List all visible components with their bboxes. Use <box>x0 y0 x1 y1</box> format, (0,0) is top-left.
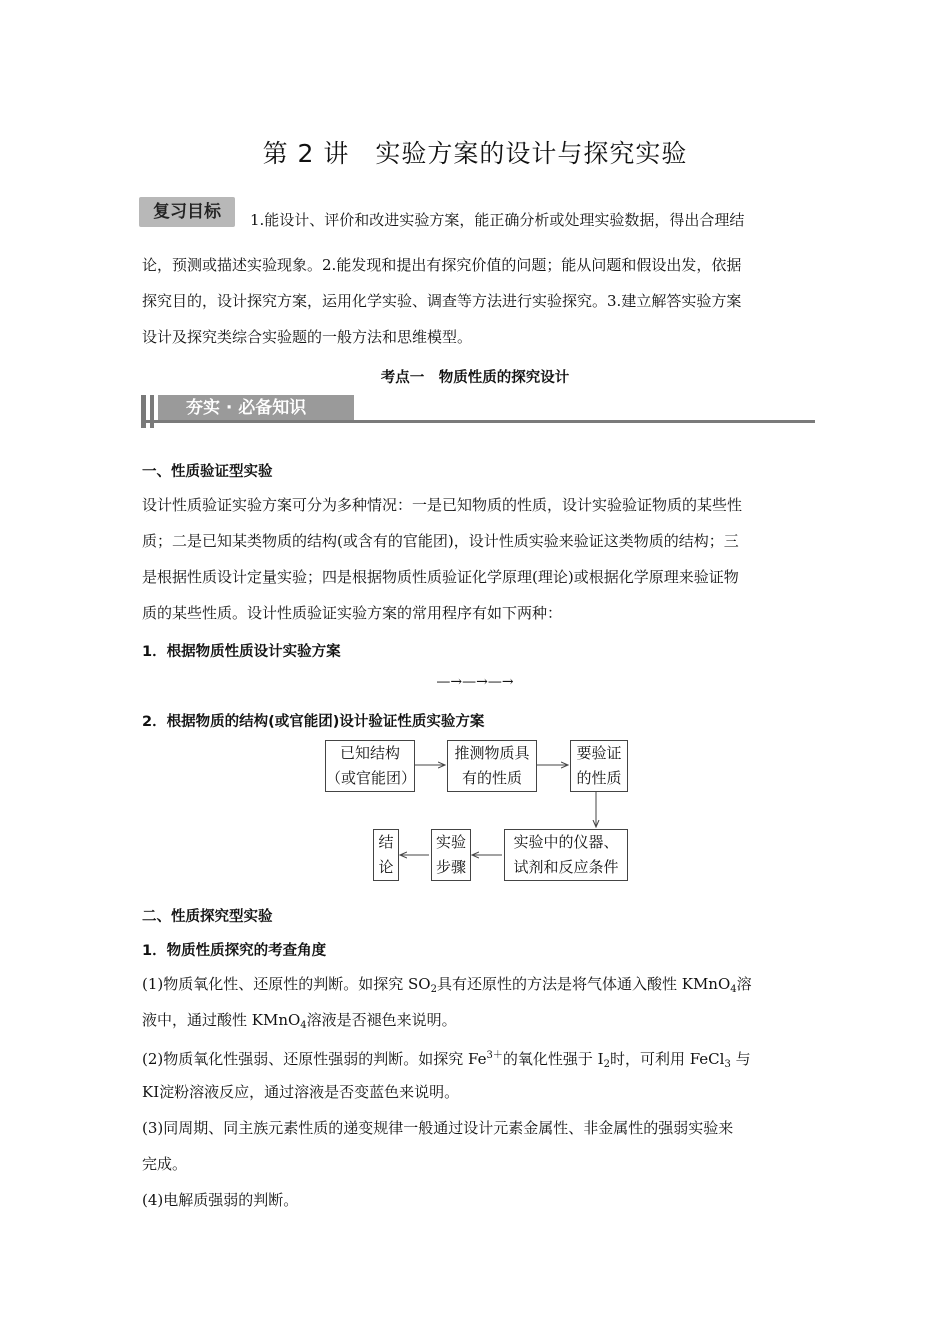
review-goals-line-2: 论，预测或描述实验现象。2.能发现和提出有探究价值的问题；能从问题和假设出发，依据 <box>142 256 742 274</box>
part1-item-2: 2．根据物质的结构(或官能团)设计验证性质实验方案 <box>142 714 485 730</box>
part2-para-2-line-2: KI淀粉溶液反应，通过溶液是否变蓝色来说明。 <box>142 1083 460 1101</box>
review-goals-line-1: 1.能设计、评价和改进实验方案，能正确分析或处理实验数据，得出合理结 <box>250 211 745 229</box>
flow-box-properties-to-verify: 要验证 的性质 <box>570 740 628 792</box>
part1-item-1: 1．根据物质性质设计实验方案 <box>142 644 341 660</box>
part2-para-4: (4)电解质强弱的判断。 <box>142 1191 299 1209</box>
flow-box-predicted-properties: 推测物质具 有的性质 <box>447 740 537 792</box>
part1-para-line-4: 质的某些性质。设计性质验证实验方案的常用程序有如下两种： <box>142 604 563 622</box>
part2-para-1-line-2: 液中，通过酸性 KMnO$_4$溶液是否褪色来说明。 <box>142 1011 457 1031</box>
flow-box-conclusion: 结 论 <box>373 829 399 881</box>
part1-para-line-1: 设计性质验证实验方案可分为多种情况：一是已知物质的性质，设计实验验证物质的某些性 <box>142 496 743 514</box>
section-heading: 考点一 物质性质的探究设计 <box>380 370 570 386</box>
review-goals-line-3: 探究目的，设计探究方案，运用化学实验、调查等方法进行实验探究。3.建立解答实验方案 <box>142 292 742 310</box>
part2-para-3-line-2: 完成。 <box>142 1155 188 1173</box>
page-title: 第 2 讲 实验方案的设计与探究实验 <box>262 139 688 168</box>
knowledge-banner: 夯实 · 必备知识 <box>158 395 354 422</box>
part2-para-2-line-1: (2)物质氧化性强弱、还原性强弱的判断。如探究 $Fe^{3+}$的氧化性强于 $I_2$时，可利用 FeCl$_3$ 与 <box>142 1050 751 1070</box>
part2-item-1: 1．物质性质探究的考查角度 <box>142 943 327 959</box>
part1-para-line-3: 是根据性质设计定量实验；四是根据物质性质验证化学原理(理论)或根据化学原理来验证物 <box>142 568 739 586</box>
flow-box-apparatus-reagents: 实验中的仪器、 试剂和反应条件 <box>504 829 628 881</box>
review-goals-badge: 复习目标 <box>139 197 235 227</box>
process-chain: —→—→—→ <box>436 674 514 690</box>
review-goals-line-4: 设计及探究类综合实验题的一般方法和思维模型。 <box>142 328 473 346</box>
part2-heading: 二、性质探究型实验 <box>142 909 273 925</box>
flow-box-known-structure: 已知结构 （或官能团） <box>325 740 415 792</box>
part2-para-3-line-1: (3)同周期、同主族元素性质的递变规律一般通过设计元素金属性、非金属性的强弱实验来 <box>142 1119 734 1137</box>
part1-para-line-2: 质；二是已知某类物质的结构(或含有的官能团)，设计性质实验来验证这类物质的结构；三 <box>142 532 739 550</box>
flow-box-experiment-steps: 实验 步骤 <box>431 829 471 881</box>
part1-heading: 一、性质验证型实验 <box>142 464 273 480</box>
part2-para-1-line-1: (1)物质氧化性、还原性的判断。如探究 $SO_2$具有还原性的方法是将气体通入酸性 KMnO$_4$溶 <box>142 975 752 995</box>
